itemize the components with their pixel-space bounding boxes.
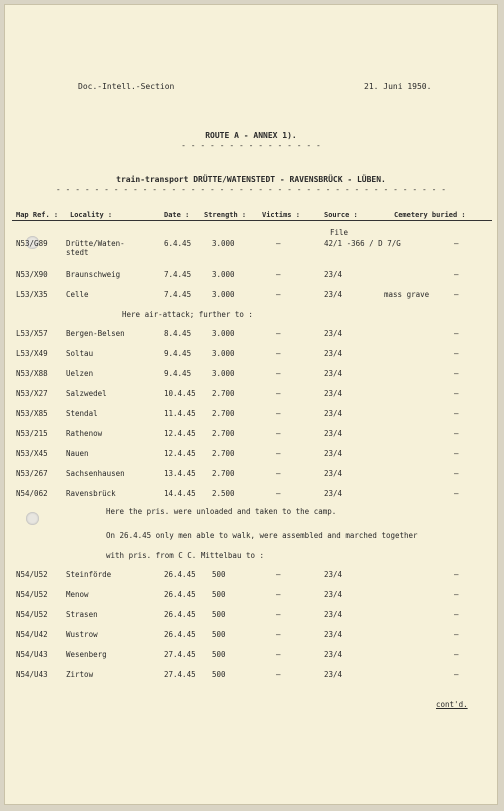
cell-date: 7.4.45 — [164, 270, 192, 279]
cell-victims: — — [276, 389, 281, 398]
cell-source: 23/4 — [324, 489, 343, 498]
cell-map: N54/062 — [16, 489, 48, 498]
cell-loc: Strasen — [66, 610, 98, 619]
cell-cemetery: — — [454, 670, 459, 679]
cell-cemetery: — — [454, 409, 459, 418]
cell-victims: — — [276, 409, 281, 418]
cell-loc: Stendal — [66, 409, 98, 418]
cell-cemetery: — — [454, 369, 459, 378]
cell-map: N53/G89 — [16, 239, 48, 248]
cell-source: 23/4 — [324, 610, 343, 619]
note-air-attack: Here air-attack; further to : — [122, 310, 253, 319]
cell-cemetery: — — [454, 429, 459, 438]
cell-map: N54/U43 — [16, 670, 48, 679]
col-map-ref: Map Ref. : — [16, 211, 59, 219]
cell-cemetery: — — [454, 329, 459, 338]
cell-map: N53/X27 — [16, 389, 48, 398]
cell-date: 9.4.45 — [164, 349, 192, 358]
cell-strength: 500 — [212, 570, 226, 579]
cell-victims: — — [276, 369, 281, 378]
cell-loc-cont: stedt — [66, 248, 89, 257]
cell-map: L53/X57 — [16, 329, 48, 338]
cell-map: N54/U52 — [16, 610, 48, 619]
cell-map: N54/U52 — [16, 590, 48, 599]
col-victims: Victims : — [262, 211, 300, 219]
cell-map: N54/U43 — [16, 650, 48, 659]
cell-victims: — — [276, 570, 281, 579]
cell-loc: Salzwedel — [66, 389, 107, 398]
cell-map: N53/267 — [16, 469, 48, 478]
cell-cemetery: — — [454, 449, 459, 458]
punch-hole-bottom — [26, 512, 39, 525]
cell-loc: Wustrow — [66, 630, 98, 639]
cell-cemetery: — — [454, 239, 459, 248]
cell-cemetery: — — [454, 349, 459, 358]
cell-source: 23/4 — [324, 570, 343, 579]
col-date: Date : — [164, 211, 190, 219]
cell-victims: — — [276, 489, 281, 498]
cell-date: 26.4.45 — [164, 590, 196, 599]
cell-date: 26.4.45 — [164, 570, 196, 579]
note-line: On 26.4.45 only men able to walk, were assembled and marched together — [106, 531, 418, 540]
route-title: ROUTE A - ANNEX 1). — [205, 131, 297, 140]
col-locality: Locality : — [70, 211, 113, 219]
cell-date: 13.4.45 — [164, 469, 196, 478]
cell-source: 23/4 — [324, 650, 343, 659]
cell-victims: — — [276, 670, 281, 679]
cell-date: 12.4.45 — [164, 449, 196, 458]
cell-source: 23/4 — [324, 409, 343, 418]
cell-victims: — — [276, 469, 281, 478]
cell-strength: 2.700 — [212, 389, 235, 398]
cell-loc: Nauen — [66, 449, 89, 458]
cell-loc: Braunschweig — [66, 270, 121, 279]
cell-strength: 3.000 — [212, 290, 235, 299]
cell-source: 23/4 — [324, 270, 343, 279]
cell-strength: 2.700 — [212, 429, 235, 438]
cell-source: 23/4 — [324, 369, 343, 378]
cell-source: 23/4 — [324, 429, 343, 438]
col-strength: Strength : — [204, 211, 247, 219]
cell-map: N53/X85 — [16, 409, 48, 418]
cell-strength: 500 — [212, 670, 226, 679]
cell-cemetery-note: mass grave — [384, 290, 430, 299]
cell-date: 12.4.45 — [164, 429, 196, 438]
cell-map: N53/X88 — [16, 369, 48, 378]
cell-loc: Bergen-Belsen — [66, 329, 125, 338]
cell-date: 11.4.45 — [164, 409, 196, 418]
cell-victims: — — [276, 630, 281, 639]
cell-victims: — — [276, 590, 281, 599]
cell-source: 23/4 — [324, 329, 343, 338]
cell-strength: 500 — [212, 590, 226, 599]
cell-strength: 500 — [212, 630, 226, 639]
cell-cemetery: — — [454, 270, 459, 279]
cell-victims: — — [276, 270, 281, 279]
cell-cemetery: — — [454, 489, 459, 498]
cell-source: 23/4 — [324, 349, 343, 358]
cell-source: 23/4 — [324, 670, 343, 679]
cell-strength: 2.700 — [212, 449, 235, 458]
cell-loc: Sachsenhausen — [66, 469, 125, 478]
note-line: Here the pris. were unloaded and taken to the camp. — [106, 507, 337, 516]
cell-victims: — — [276, 449, 281, 458]
document-date: 21. Juni 1950. — [364, 82, 432, 91]
cell-loc: Menow — [66, 590, 89, 599]
cell-date: 9.4.45 — [164, 369, 192, 378]
cell-strength: 2.700 — [212, 409, 235, 418]
cell-victims: — — [276, 610, 281, 619]
transport-underline: - - - - - - - - - - - - - - - - - - - - - - - - - - - - - - - - - - - - - - - - - — [55, 185, 447, 194]
file-label: File — [330, 228, 349, 237]
cell-map: N54/U42 — [16, 630, 48, 639]
cell-loc: Soltau — [66, 349, 94, 358]
cell-cemetery: — — [454, 290, 459, 299]
department-label: Doc.-Intell.-Section — [78, 82, 175, 91]
cell-strength: 2.700 — [212, 469, 235, 478]
cell-date: 10.4.45 — [164, 389, 196, 398]
cell-loc: Drütte/Waten- — [66, 239, 125, 248]
cell-cemetery: — — [454, 610, 459, 619]
cell-source: 23/4 — [324, 469, 343, 478]
cell-loc: Uelzen — [66, 369, 94, 378]
cell-date: 8.4.45 — [164, 329, 192, 338]
cell-strength: 3.000 — [212, 239, 235, 248]
cell-date: 27.4.45 — [164, 650, 196, 659]
cell-strength: 3.000 — [212, 349, 235, 358]
cell-map: L53/X49 — [16, 349, 48, 358]
continued-label: cont'd. — [436, 700, 468, 709]
document-page — [4, 4, 498, 805]
cell-cemetery: — — [454, 570, 459, 579]
cell-cemetery: — — [454, 630, 459, 639]
title-underline: - - - - - - - - - - - - - - - — [181, 141, 321, 150]
cell-source: 23/4 — [324, 290, 343, 299]
col-source: Source : — [324, 211, 358, 219]
cell-date: 26.4.45 — [164, 630, 196, 639]
cell-source: 23/4 — [324, 630, 343, 639]
cell-loc: Wesenberg — [66, 650, 107, 659]
cell-cemetery: — — [454, 650, 459, 659]
cell-victims: — — [276, 329, 281, 338]
cell-map: L53/X35 — [16, 290, 48, 299]
cell-map: N53/X90 — [16, 270, 48, 279]
cell-strength: 3.000 — [212, 369, 235, 378]
cell-source: 23/4 — [324, 389, 343, 398]
cell-loc: Steinförde — [66, 570, 112, 579]
cell-loc: Zirtow — [66, 670, 94, 679]
cell-victims: — — [276, 429, 281, 438]
note-line: with pris. from C C. Mittelbau to : — [106, 551, 265, 560]
cell-victims: — — [276, 239, 281, 248]
cell-strength: 3.000 — [212, 270, 235, 279]
cell-date: 7.4.45 — [164, 290, 192, 299]
transport-title: train-transport DRÜTTE/WATENSTEDT - RAVENSBRÜCK - LÜBEN. — [116, 175, 386, 184]
cell-map: N53/X45 — [16, 449, 48, 458]
cell-strength: 500 — [212, 610, 226, 619]
cell-loc: Ravensbrück — [66, 489, 116, 498]
cell-loc: Celle — [66, 290, 89, 299]
cell-date: 26.4.45 — [164, 610, 196, 619]
cell-strength: 2.500 — [212, 489, 235, 498]
cell-victims: — — [276, 290, 281, 299]
cell-date: 14.4.45 — [164, 489, 196, 498]
cell-victims: — — [276, 349, 281, 358]
cell-cemetery: — — [454, 389, 459, 398]
header-rule — [12, 220, 492, 221]
cell-loc: Rathenow — [66, 429, 103, 438]
cell-strength: 3.000 — [212, 329, 235, 338]
cell-cemetery: — — [454, 590, 459, 599]
cell-victims: — — [276, 650, 281, 659]
cell-strength: 500 — [212, 650, 226, 659]
cell-date: 6.4.45 — [164, 239, 192, 248]
col-cemetery: Cemetery buried : — [394, 211, 466, 219]
cell-map: N54/U52 — [16, 570, 48, 579]
cell-source: 23/4 — [324, 590, 343, 599]
cell-cemetery: — — [454, 469, 459, 478]
cell-map: N53/215 — [16, 429, 48, 438]
cell-date: 27.4.45 — [164, 670, 196, 679]
cell-source: 23/4 — [324, 449, 343, 458]
cell-source: 42/1 -366 / D 7/G — [324, 239, 401, 248]
